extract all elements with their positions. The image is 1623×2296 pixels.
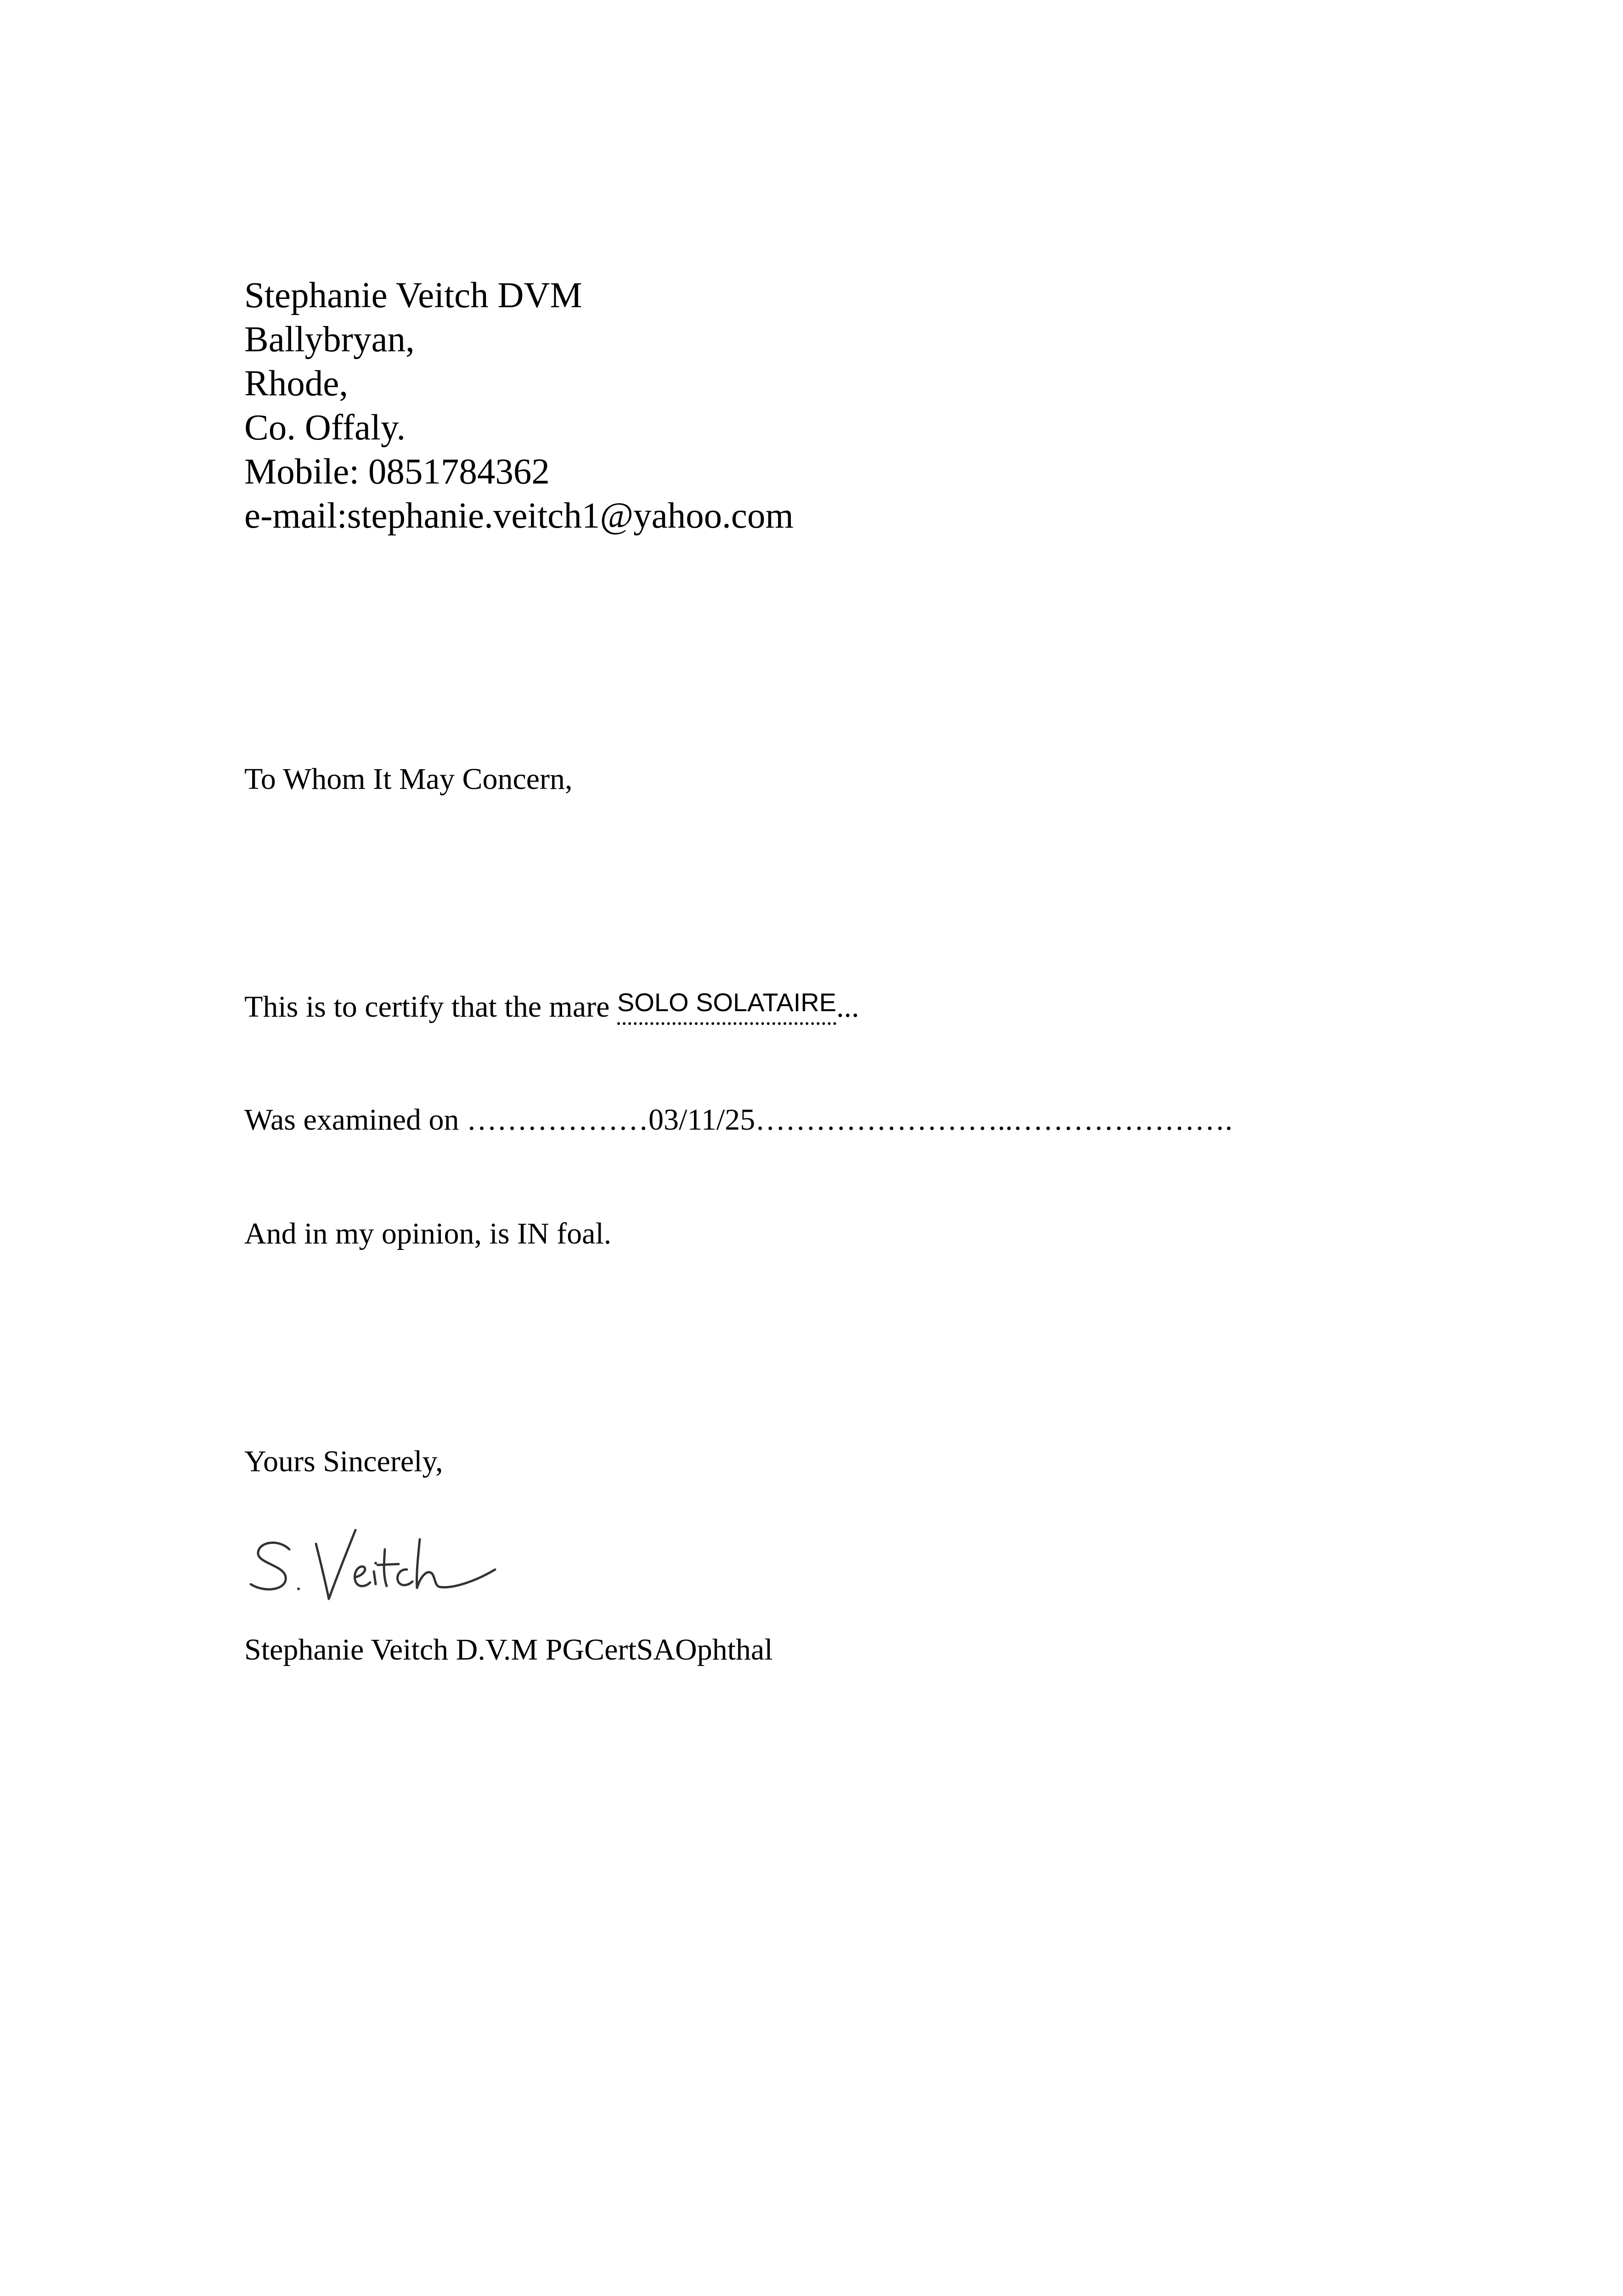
- signatory-name: Stephanie Veitch D.V.M PGCertSAOphthal: [244, 1633, 773, 1666]
- address-line-3: Co. Offaly.: [244, 408, 406, 448]
- salutation: To Whom It May Concern,: [244, 762, 573, 796]
- address-line-2: Rhode,: [244, 364, 349, 404]
- address-line-1: Ballybryan,: [244, 320, 415, 360]
- signature-image: [247, 1525, 518, 1608]
- closing-line: Yours Sincerely,: [244, 1445, 443, 1478]
- certify-line: [244, 988, 859, 1024]
- email-address: e-mail:stephanie.veitch1@yahoo.com: [244, 496, 794, 536]
- opinion-line: And in my opinion, is IN foal.: [244, 1217, 612, 1250]
- mobile-number: Mobile: 0851784362: [244, 452, 550, 492]
- letterhead-name: Stephanie Veitch DVM: [244, 276, 582, 315]
- examined-prefix: Was examined on ………………: [244, 1103, 649, 1137]
- mare-name-field: [617, 988, 837, 1022]
- examined-date: 03/11/25: [648, 1103, 755, 1137]
- certify-prefix: This is to certify that the mare: [244, 990, 617, 1024]
- examined-line: [244, 1105, 1233, 1135]
- certify-suffix: ...: [836, 990, 859, 1024]
- mare-name: SOLO SOLATAIRE: [617, 988, 837, 1017]
- examined-suffix: ……………………..………………….: [755, 1103, 1233, 1137]
